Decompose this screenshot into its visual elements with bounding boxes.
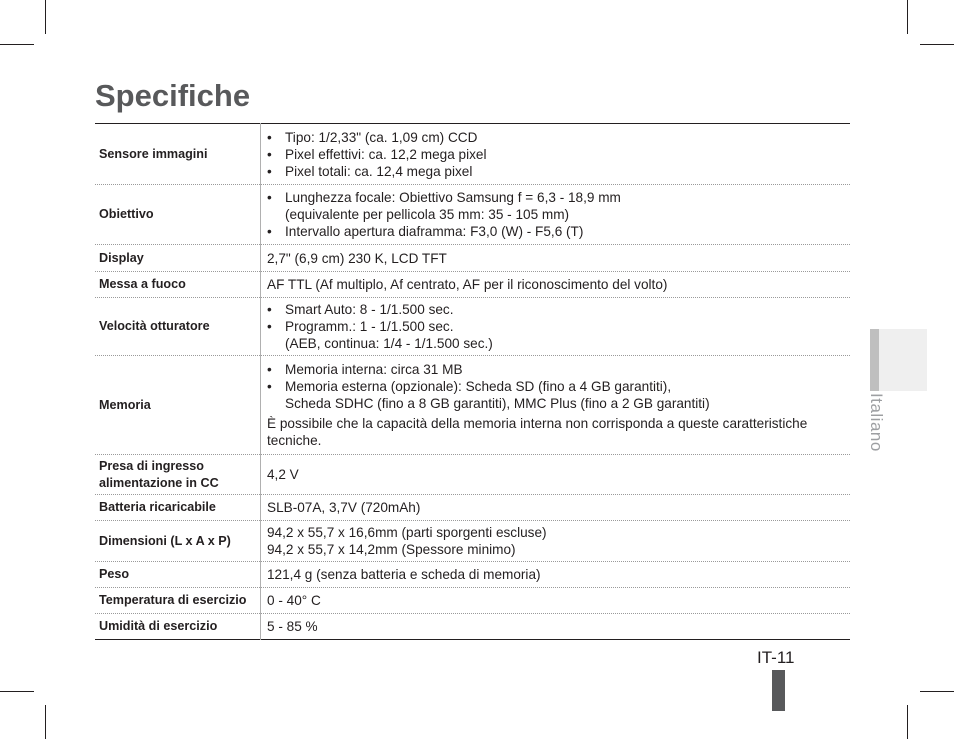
language-label: Italiano [867,393,886,452]
table-row [95,588,850,614]
spec-value: 0 - 40° C [267,593,321,608]
table-row [95,495,850,521]
page-title: Specifiche [95,78,251,113]
spec-value [261,185,851,245]
table-row [95,562,850,588]
crop-mark [920,44,954,45]
spec-value: AF TTL (Af multiplo, Af centrato, AF per il riconoscimento del volto) [267,277,668,292]
list-item: • Pixel effettivi: ca. 12,2 mega pixel [267,146,846,163]
crop-mark [920,691,954,692]
list-item: • Memoria esterna (opzionale): Scheda SD (fino a 4 GB garantiti), Scheda SDHC (fino a 8 GB garantiti), MMC Plus (fino a 2 GB garantiti) [267,378,846,412]
list-item: • Memoria interna: circa 31 MB [267,361,846,378]
table-row [95,356,850,455]
spec-value: 94,2 x 55,7 x 16,6mm (parti sporgenti escluse) 94,2 x 55,7 x 14,2mm (Spessore minimo) [267,525,547,557]
list-item: • Intervallo apertura diaframma: F3,0 (W) - F5,6 (T) [267,223,846,240]
spec-label: Display [95,245,261,272]
spec-value: 5 - 85 % [267,619,318,634]
spec-table [95,123,850,640]
crop-mark [0,44,34,45]
spec-value: 121,4 g (senza batteria e scheda di memoria) [267,567,541,582]
table-row [95,185,850,245]
list-item: • Smart Auto: 8 - 1/1.500 sec. [267,301,846,318]
spec-label: Obiettivo [95,185,261,245]
spec-value [261,356,851,455]
language-tab-bar [870,329,879,391]
spec-label: Batteria ricaricabile [95,495,261,521]
spec-label: Umidità di esercizio [95,614,261,640]
table-row [95,298,850,356]
spec-label: Temperatura di esercizio [95,588,261,614]
page-marker [772,670,785,711]
spec-label: Memoria [95,356,261,455]
crop-mark [45,705,46,739]
table-row [95,614,850,640]
crop-mark [0,691,34,692]
spec-value: 4,2 V [267,467,299,482]
spec-value: SLB-07A, 3,7V (720mAh) [267,500,421,515]
crop-mark [45,0,46,34]
spec-label: Velocità otturatore [95,298,261,356]
spec-value [261,298,851,356]
memory-note: È possibile che la capacità della memoria interna non corrisponda a queste caratteristiche tecniche. [267,416,808,448]
spec-label: Sensore immagini [95,124,261,185]
crop-mark [907,705,908,739]
spec-label: Dimensioni (L x A x P) [95,521,261,562]
spec-label: Presa di ingresso alimentazione in CC [95,455,261,495]
spec-label: Messa a fuoco [95,272,261,298]
page-number: IT-11 [757,648,795,667]
spec-value: 2,7" (6,9 cm) 230 K, LCD TFT [267,250,447,266]
table-row [95,272,850,298]
table-row [95,521,850,562]
crop-mark [907,0,908,34]
spec-label: Peso [95,562,261,588]
table-row [95,455,850,495]
list-item: • Tipo: 1/2,33" (ca. 1,09 cm) CCD [267,129,846,146]
table-row [95,245,850,272]
list-item: • Lunghezza focale: Obiettivo Samsung f = 6,3 - 18,9 mm (equivalente per pellicola 35 mm: 35 - 105 mm) [267,189,846,223]
table-row [95,124,850,185]
list-item: • Programm.: 1 - 1/1.500 sec. (AEB, continua: 1/4 - 1/1.500 sec.) [267,318,846,352]
list-item: • Pixel totali: ca. 12,4 mega pixel [267,163,846,180]
spec-value [261,124,851,185]
